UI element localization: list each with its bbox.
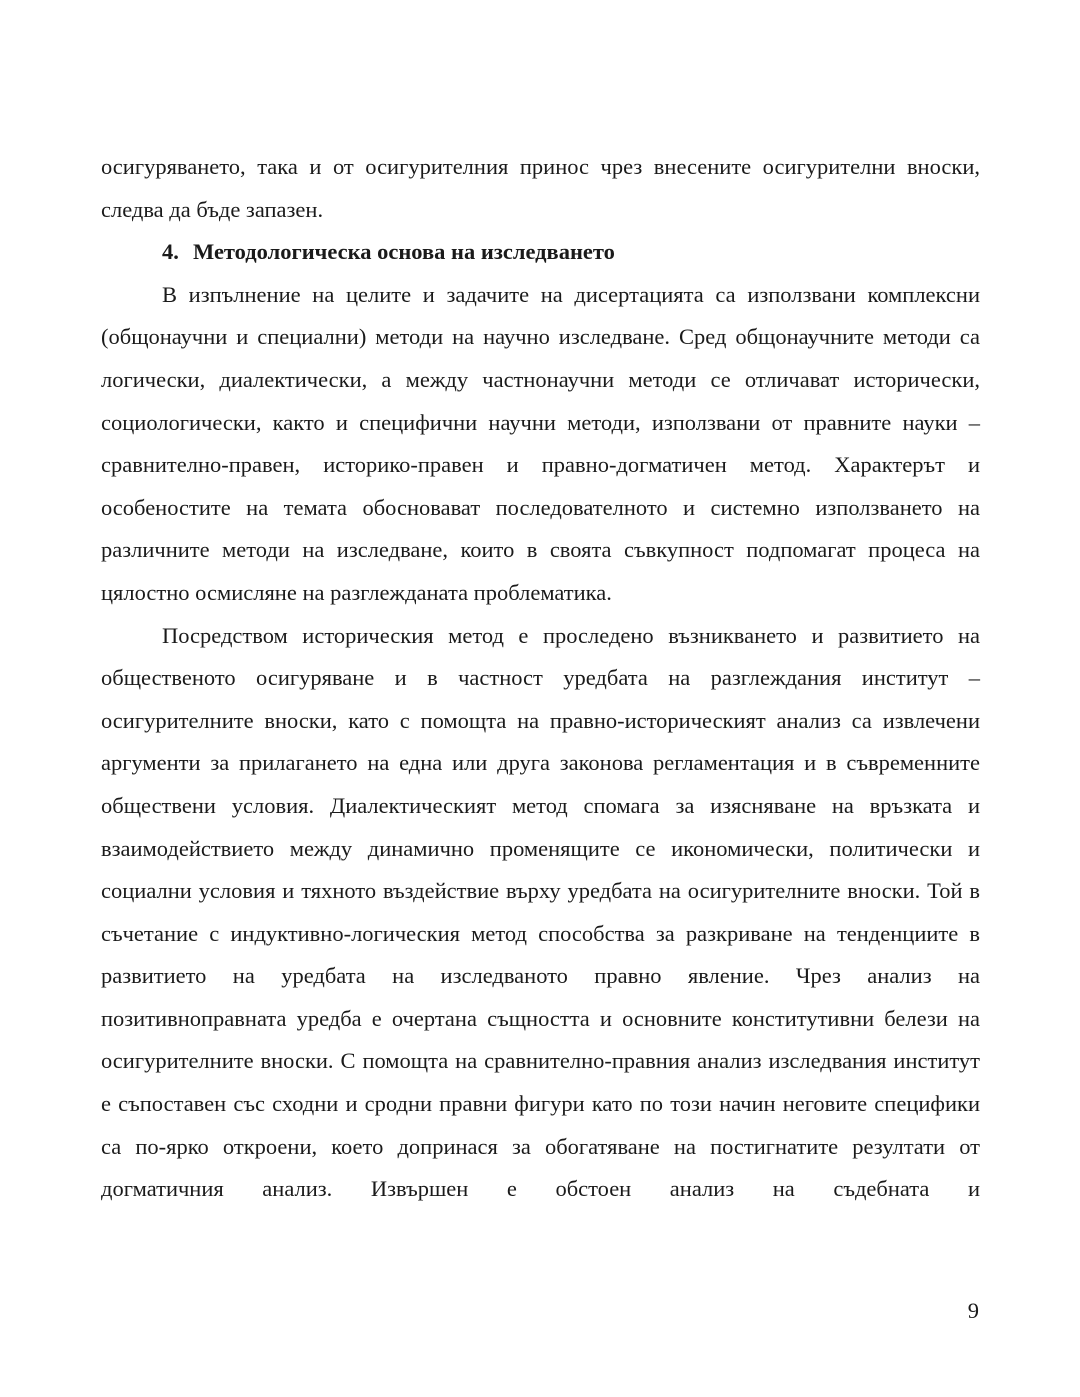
paragraph-methods-overview: В изпълнение на целите и задачите на дисертацията са използвани комплексни (общонаучни и специални) методи на научно изследване. Сред общонаучните методи са логически, диалектически, а между частнонаучни методи се отличават исторически, социологически, както и специфични научни методи, използвани от правните науки – сравнително-правен, историко-правен и правно-догматичен метод. Характерът и особеностите на темата обосновават последователното и системно използването на различните методи на изследване, които в своята съвкупност подпомагат процеса на цялостно осмисляне на разглежданата проблематика. [101, 281, 980, 605]
paragraph-historical-method: Посредством историческия метод е проследено възникването и развитието на общественото осигуряване и в частност уредбата на разглеждания институт – осигурителните вноски, като с помощта на правно-историческият анализ са извлечени аргументи за прилагането на една или друга законова регламентация и в съвременните обществени условия. Диалектическият метод спомага за изясняване на връзката и взаимодействието между динамично променящите се икономически, политически и социални условия и тяхното въздействие върху уредбата на осигурителните вноски. Той в съчетание с индуктивно-логическия метод способства за разкриване на тенденциите в развитието на уредбата на изследваното правно явление. Чрез анализ на позитивноправната уредба е очертана същността и основните конститутивни белези на осигурителните вноски. С помощта на сравнително-правния анализ изследвания институт е съпоставен със сходни и сродни правни фигури като по този начин неговите специфики са по-ярко откроени, което допринася за обогатяване на постигнатите резултати от догматичния анализ. Извършен е обстоен анализ на съдебната и [101, 622, 980, 1202]
document-body [101, 146, 980, 1211]
section-title: Методологическа основа на изследването [193, 239, 615, 265]
section-number: 4. [162, 239, 179, 265]
page-number: 9 [967, 1298, 979, 1323]
continuation-paragraph: осигуряването, така и от осигурителния принос чрез внесените осигурителни вноски, следва да бъде запазен. [101, 154, 980, 222]
section-heading [101, 231, 980, 274]
